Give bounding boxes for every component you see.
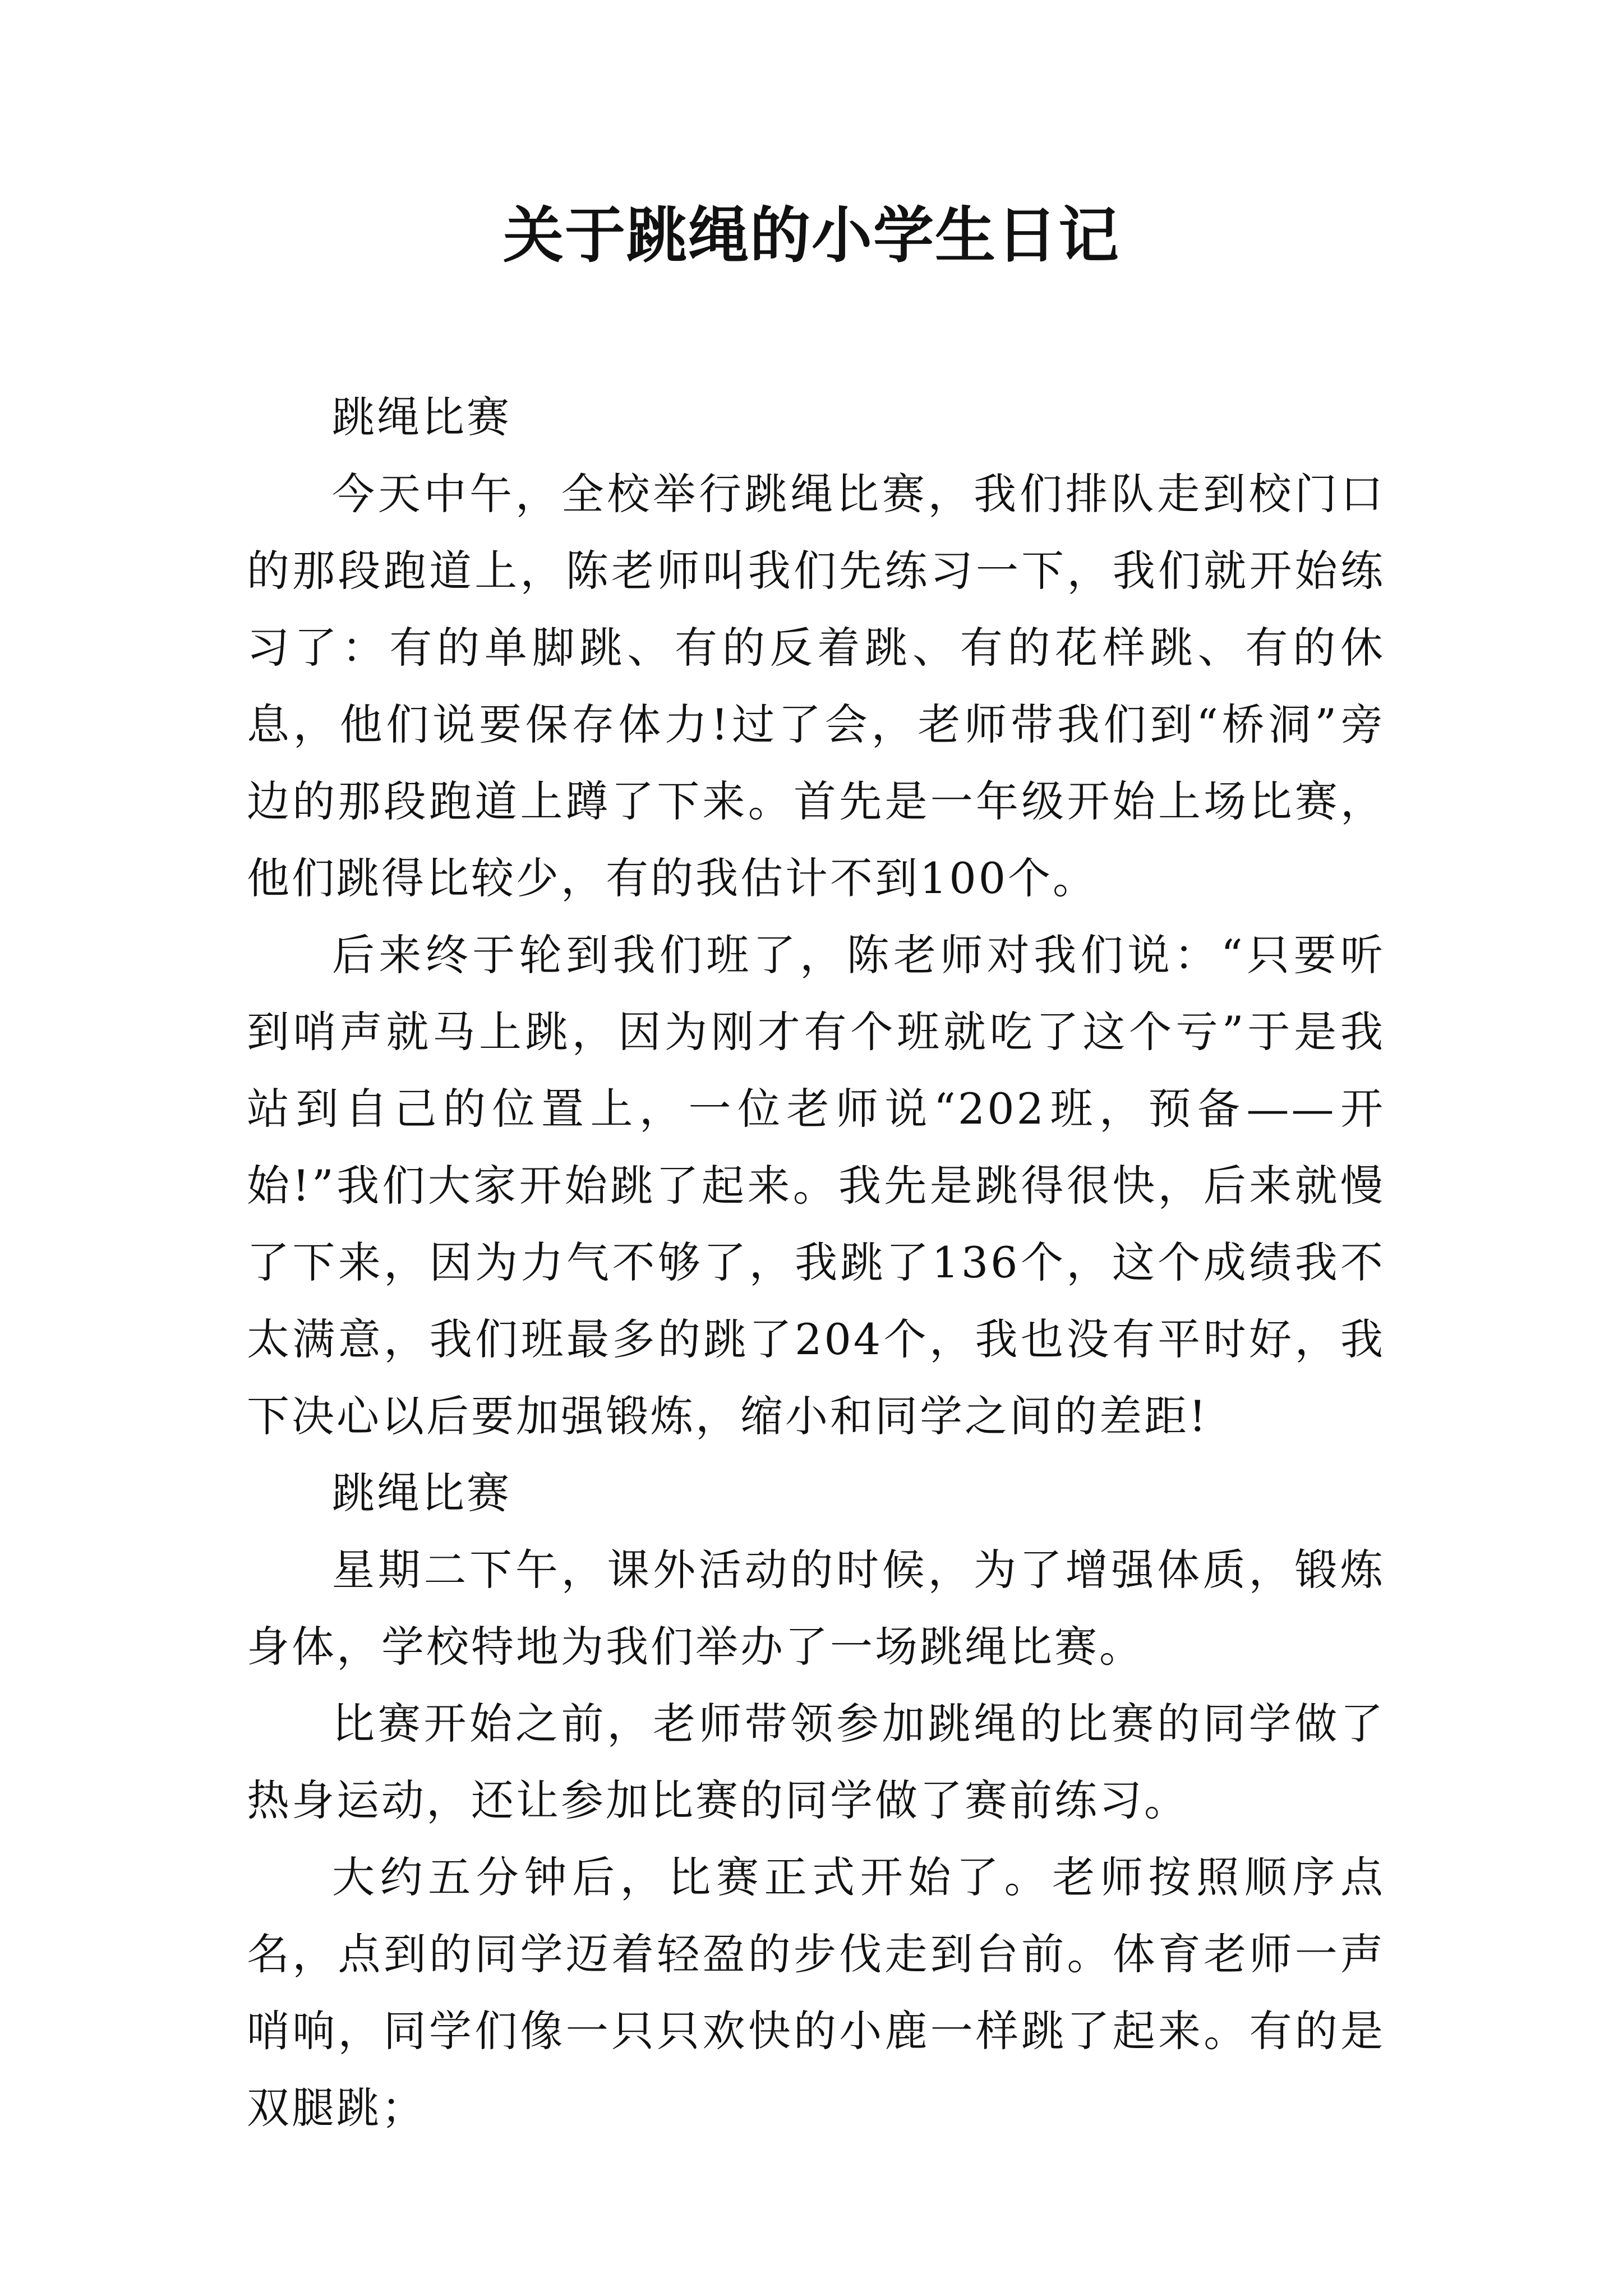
paragraph: 大约五分钟后，比赛正式开始了。老师按照顺序点名，点到的同学迈着轻盈的步伐走到台前。体育老师一声哨响，同学们像一只只欢快的小鹿一样跳了起来。有的是双腿跳； [247, 1852, 1385, 2133]
paragraph: 比赛开始之前，老师带领参加跳绳的比赛的同学做了热身运动，还让参加比赛的同学做了赛前练习。 [247, 1699, 1385, 1825]
section-heading: 跳绳比赛 [332, 1468, 511, 1518]
paragraph: 后来终于轮到我们班了，陈老师对我们说：“只要听到哨声就马上跳，因为刚才有个班就吃了这个亏”于是我站到自己的位置上，一位老师说“202班，预备——开始!”我们大家开始跳了起来。我先是跳得很快，后来就慢了下来，因为力气不够了，我跳了136个，这个成绩我不太满意，我们班最多的跳了204个，我也没有平时好，我下决心以后要加强锻炼，缩小和同学之间的差距! [247, 930, 1385, 1441]
document-title: 关于跳绳的小学生日记 [502, 200, 1120, 271]
document-body [247, 379, 1385, 2146]
paragraph: 今天中午，全校举行跳绳比赛，我们排队走到校门口的那段跑道上，陈老师叫我们先练习一下，我们就开始练习了：有的单脚跳、有的反着跳、有的花样跳、有的休息，他们说要保存体力!过了会，老师带我们到“桥洞”旁边的那段跑道上蹲了下来。首先是一年级开始上场比赛，他们跳得比较少，有的我估计不到100个。 [247, 469, 1385, 903]
section-heading: 跳绳比赛 [332, 392, 511, 442]
paragraph: 星期二下午，课外活动的时候，为了增强体质，锻炼身体，学校特地为我们举办了一场跳绳比赛。 [247, 1545, 1385, 1672]
